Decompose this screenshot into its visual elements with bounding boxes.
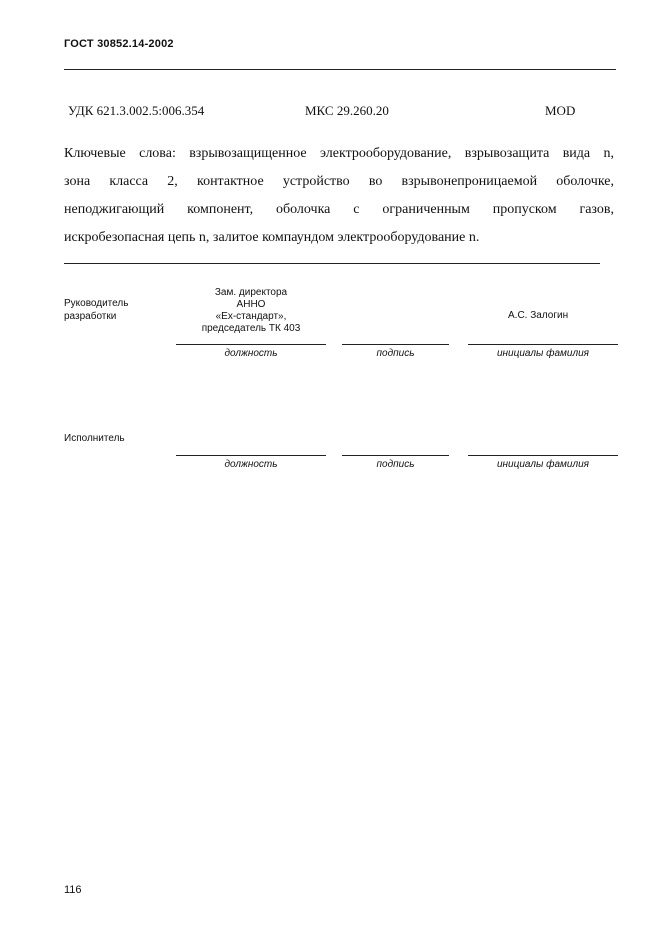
- executor-role-label: Исполнитель: [64, 433, 125, 444]
- keywords-line: неподжигающий компонент, оболочка с ограниченным пропуском газов,: [64, 202, 614, 217]
- name-caption: инициалы фамилия: [496, 459, 589, 470]
- signature-caption: подпись: [376, 348, 415, 359]
- position-caption: должность: [224, 348, 278, 359]
- position-caption: должность: [224, 459, 278, 470]
- signature-caption: подпись: [376, 459, 415, 470]
- position-line: АННО: [236, 299, 266, 310]
- signature-line: [342, 344, 449, 345]
- mks-code: МКС 29.260.20: [305, 103, 389, 118]
- position-line: Зам. директора: [214, 287, 288, 298]
- signature-line: [342, 455, 449, 456]
- keywords-line: зона класса 2, контактное устройство во взрывонепроницаемой оболочке,: [64, 174, 614, 189]
- lead-role-label: [64, 297, 128, 323]
- position-line: председатель ТК 403: [201, 323, 301, 334]
- lead-name: А.С. Залогин: [508, 310, 569, 321]
- name-signature-line: [468, 455, 618, 456]
- lead-role-label-line: разработки: [64, 311, 117, 322]
- keywords-line: искробезопасная цепь n, залитое компаундом электрооборудование n.: [64, 230, 480, 245]
- position-signature-line: [176, 455, 326, 456]
- mod-code: MOD: [545, 103, 576, 118]
- udk-code: УДК 621.3.002.5:006.354: [68, 103, 205, 118]
- name-caption: инициалы фамилия: [496, 348, 589, 359]
- document-header-title: ГОСТ 30852.14-2002: [64, 38, 174, 50]
- header-divider: [64, 69, 616, 70]
- position-signature-line: [176, 344, 326, 345]
- keywords-paragraph: [64, 140, 614, 252]
- page-number: 116: [64, 884, 82, 896]
- section-divider: [64, 263, 600, 264]
- lead-role-label-line: Руководитель: [64, 298, 129, 309]
- position-line: «Ех-стандарт»,: [215, 311, 287, 322]
- keywords-line: Ключевые слова: взрывозащищенное электрооборудование, взрывозащита вида n,: [64, 146, 614, 161]
- name-signature-line: [468, 344, 618, 345]
- lead-position-text: [176, 287, 326, 335]
